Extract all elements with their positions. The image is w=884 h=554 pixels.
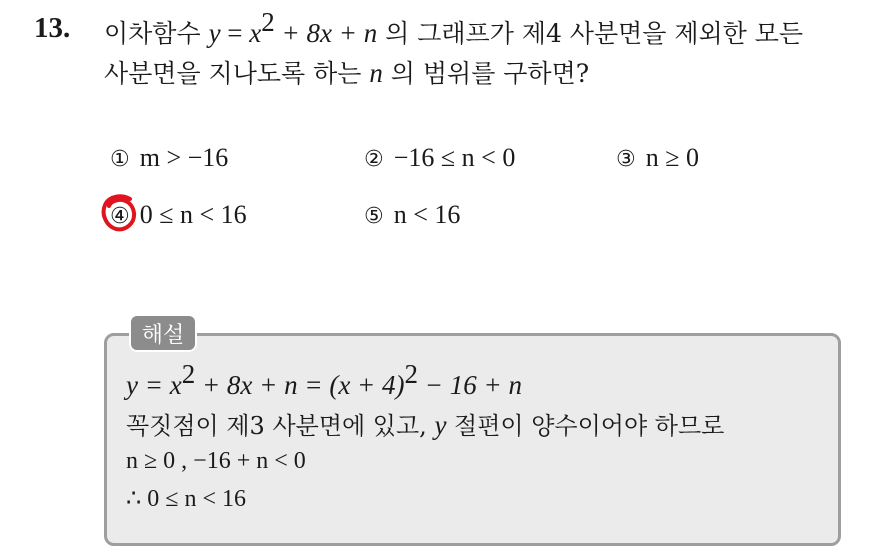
question-text: 의 범위를 구하면? bbox=[382, 59, 590, 88]
math-var-x: x bbox=[249, 18, 262, 48]
choice-3[interactable] bbox=[616, 143, 699, 173]
solution-tab: 해설 bbox=[129, 314, 197, 352]
question-text: 사분면을 지나도록 하는 bbox=[104, 59, 370, 88]
choice-text: 0 ≤ n < 16 bbox=[139, 200, 247, 229]
answer-circle-mark bbox=[100, 193, 140, 233]
choice-number: ② bbox=[364, 147, 384, 172]
question-text: 이차함수 bbox=[104, 19, 209, 48]
question-line-1 bbox=[104, 7, 804, 50]
solution-eq-part: y = x bbox=[126, 370, 182, 400]
solution-exponent: 2 bbox=[404, 359, 419, 389]
question-text: 의 그래프가 제4 사분면을 제외한 모든 bbox=[377, 19, 804, 48]
solution-line-2 bbox=[126, 406, 724, 441]
math-expression: + 8x + n bbox=[274, 18, 378, 48]
solution-eq-part: + 8x + n = (x + 4) bbox=[195, 370, 405, 400]
solution-line-3: n ≥ 0 , −16 + n < 0 bbox=[126, 448, 306, 474]
choice-text: m > −16 bbox=[139, 143, 229, 172]
solution-text: 절편이 양수이어야 하므로 bbox=[446, 412, 725, 440]
choice-number: ① bbox=[110, 147, 130, 172]
solution-eq-part: − 16 + n bbox=[418, 370, 522, 400]
choice-text: n < 16 bbox=[393, 200, 461, 229]
question-line-2 bbox=[104, 54, 589, 90]
choice-number: ⑤ bbox=[364, 204, 384, 229]
math-exponent: 2 bbox=[261, 7, 275, 37]
solution-line-4: ∴ 0 ≤ n < 16 bbox=[126, 486, 246, 512]
math-equals: = bbox=[220, 18, 250, 48]
choice-text: n ≥ 0 bbox=[645, 143, 700, 172]
choice-number: ④ bbox=[110, 204, 130, 229]
solution-text: 꼭짓점이 제3 사분면에 있고, bbox=[126, 412, 435, 440]
question-number: 13. bbox=[34, 12, 71, 44]
choice-2[interactable] bbox=[364, 143, 515, 173]
solution-line-1 bbox=[126, 359, 522, 401]
math-var-y: y bbox=[208, 18, 221, 48]
choice-number: ③ bbox=[616, 147, 636, 172]
choice-1[interactable] bbox=[110, 143, 228, 173]
math-var-n: n bbox=[369, 58, 383, 88]
choice-5[interactable] bbox=[364, 200, 460, 230]
math-var-y: y bbox=[434, 410, 447, 440]
choice-text: −16 ≤ n < 0 bbox=[393, 143, 516, 172]
solution-exponent: 2 bbox=[181, 359, 196, 389]
